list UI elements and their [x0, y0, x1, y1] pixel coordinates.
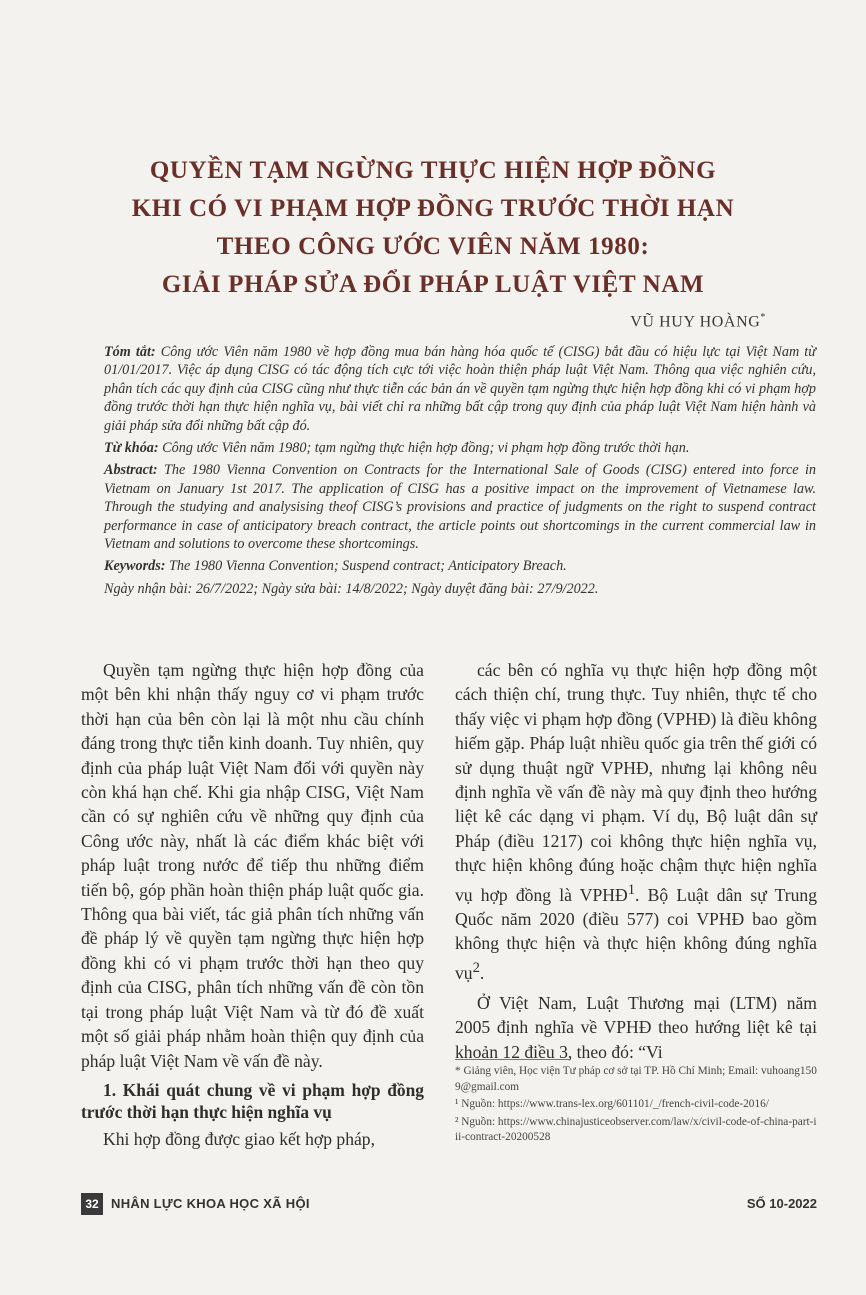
- footnote-ref-1[interactable]: 1: [627, 881, 636, 898]
- article-title: [60, 152, 806, 304]
- keywords-vi: [104, 439, 816, 457]
- keywords-en: [104, 557, 816, 575]
- section-1-heading: 1. Khái quát chung về vi phạm hợp đồng trước thời hạn thực hiện nghĩa vụ: [81, 1079, 424, 1122]
- abstract-en-text: The 1980 Vienna Convention on Contracts for the International Sale of Goods (CISG) entered into force in Vietnam on January 1st 2017. The application of CISG has a positive impact on the improvement of Vietnamese law. Through the studying and analysising theof CISG’s provisions and practice of judgments on the right to suspend contract performance in case of anticipatory breach contract, the article points out shortcomings in the current commercial law in Vietnam and solutions to overcome these shortcomings.: [104, 462, 816, 553]
- intro-paragraph: Quyền tạm ngừng thực hiện hợp đồng của một bên khi nhận thấy nguy cơ vi phạm trước thời hạn của bên còn lại là một nhu cầu chính đáng trong thực tiễn kinh doanh. Tuy nhiên, quy định của pháp luật Việt Nam đối với quyền này còn khá hạn chế. Khi gia nhập CISG, Việt Nam cần có sự nghiên cứu về những quy định của Công ước này, nhất là các điểm khác biệt với pháp luật trong nước để tiếp thu những điểm tiến bộ, góp phần hoàn thiện pháp luật quốc gia. Thông qua bài viết, tác giả phân tích những vấn đề pháp lý về quyền tạm ngừng thực hiện hợp đồng khi có vi phạm trước thời hạn theo quy định của CISG, phân tích những vấn đề còn tồn tại trong pháp luật Việt Nam và từ đó đề xuất một số giải pháp nhằm hoàn thiện quy định của pháp luật Việt Nam về vấn đề này.: [81, 660, 424, 1071]
- title-line-1: QUYỀN TẠM NGỪNG THỰC HIỆN HỢP ĐỒNG: [149, 157, 717, 184]
- footnotes: [455, 1064, 817, 1148]
- journal-name: NHÂN LỰC KHOA HỌC XÃ HỘI: [111, 1196, 310, 1211]
- footnote-1: ¹ Nguồn: https://www.trans-lex.org/601101/_/french-civil-code-2016/: [455, 1098, 769, 1111]
- keywords-vi-text: Công ước Viên năm 1980; tạm ngừng thực hiện hợp đồng; vi phạm hợp đồng trước thời hạn.: [158, 440, 690, 457]
- section-1-paragraph-start: Khi hợp đồng được giao kết hợp pháp,: [103, 1128, 375, 1149]
- title-line-4: GIẢI PHÁP SỬA ĐỔI PHÁP LUẬT VIỆT NAM: [161, 271, 705, 298]
- title-line-2: KHI CÓ VI PHẠM HỢP ĐỒNG TRƯỚC THỜI HẠN: [131, 195, 735, 222]
- issue-number: SỐ 10-2022: [746, 1196, 817, 1211]
- continued-text-b: . Bộ Luật dân sự Trung Quốc năm 2020 (điều 577) coi VPHĐ bao gồm không thực hiện và thực hiện không đúng nghĩa vụ: [455, 884, 817, 983]
- title-line-3: THEO CÔNG ƯỚC VIÊN NĂM 1980:: [216, 233, 650, 260]
- summary-vi: [104, 343, 816, 435]
- footnote-divider: [455, 1059, 571, 1060]
- author: [630, 312, 766, 331]
- author-footnote-mark: *: [760, 312, 766, 323]
- keywords-vi-label: Từ khóa:: [104, 440, 159, 457]
- page-number: 32: [81, 1193, 103, 1215]
- body-column-right: [455, 658, 817, 1064]
- footnote-2: ² Nguồn: https://www.chinajusticeobserver.com/law/x/civil-code-of-china-part-iii-contract-20200528: [455, 1115, 817, 1144]
- article-dates: Ngày nhận bài: 26/7/2022; Ngày sửa bài: 14/8/2022; Ngày duyệt đăng bài: 27/9/2022.: [104, 580, 599, 597]
- summary-text: Công ước Viên năm 1980 về hợp đồng mua bán hàng hóa quốc tế (CISG) bắt đầu có hiệu lực tại Việt Nam từ 01/01/2017. Việc áp dụng CISG có tác động tích cực tới việc hoàn thiện pháp luật Việt Nam. Thông qua việc nghiên cứu, phân tích các quy định của CISG cũng như thực tiễn các bản án về quyền tạm ngừng thực hiện hợp đồng khi có vi phạm hợp đồng trước thời hạn thực hiện nghĩa vụ, bài viết chỉ ra những bất cập trong quy định của pháp luật Việt Nam hiện hành và giải pháp sửa đổi những bất cập đó.: [104, 344, 816, 434]
- keywords-en-text: The 1980 Vienna Convention; Suspend contract; Anticipatory Breach.: [165, 558, 567, 575]
- keywords-en-label: Keywords:: [104, 558, 166, 575]
- abstract-en-label: Abstract:: [104, 462, 158, 479]
- vietnam-law-paragraph: Ở Việt Nam, Luật Thương mại (LTM) năm 2005 định nghĩa về VPHĐ theo hướng liệt kê tại khoản 12 điều 3, theo đó: “Vi: [455, 993, 817, 1062]
- body-column-left: [81, 658, 424, 1151]
- continued-text-a: các bên có nghĩa vụ thực hiện hợp đồng một cách thiện chí, trung thực. Tuy nhiên, thực tế cho thấy việc vi phạm hợp đồng (VPHĐ) là điều không hiếm gặp. Pháp luật nhiều quốc gia trên thế giới có sử dụng thuật ngữ VPHĐ, nhưng lại không nêu định nghĩa về vấn đề này mà quy định theo hướng liệt kê các dạng vi phạm. Ví dụ, Bộ luật dân sự Pháp (điều 1217) coi không thực hiện nghĩa vụ, thực hiện không đúng hoặc chậm thực hiện nghĩa vụ hợp đồng là VPHĐ: [455, 660, 817, 905]
- abstract-block: [104, 343, 816, 602]
- abstract-en: [104, 461, 816, 553]
- footnote-author: * Giảng viên, Học viện Tư pháp cơ sở tại TP. Hồ Chí Minh; Email: vuhoang1509@gmail.com: [455, 1065, 817, 1093]
- continued-text-c: .: [479, 962, 485, 983]
- author-name: VŨ HUY HOÀNG: [630, 313, 761, 331]
- continued-paragraph: [455, 658, 817, 985]
- footnote-ref-2[interactable]: 2: [472, 959, 480, 976]
- page-footer: [81, 1193, 817, 1217]
- summary-label: Tóm tắt:: [104, 344, 156, 360]
